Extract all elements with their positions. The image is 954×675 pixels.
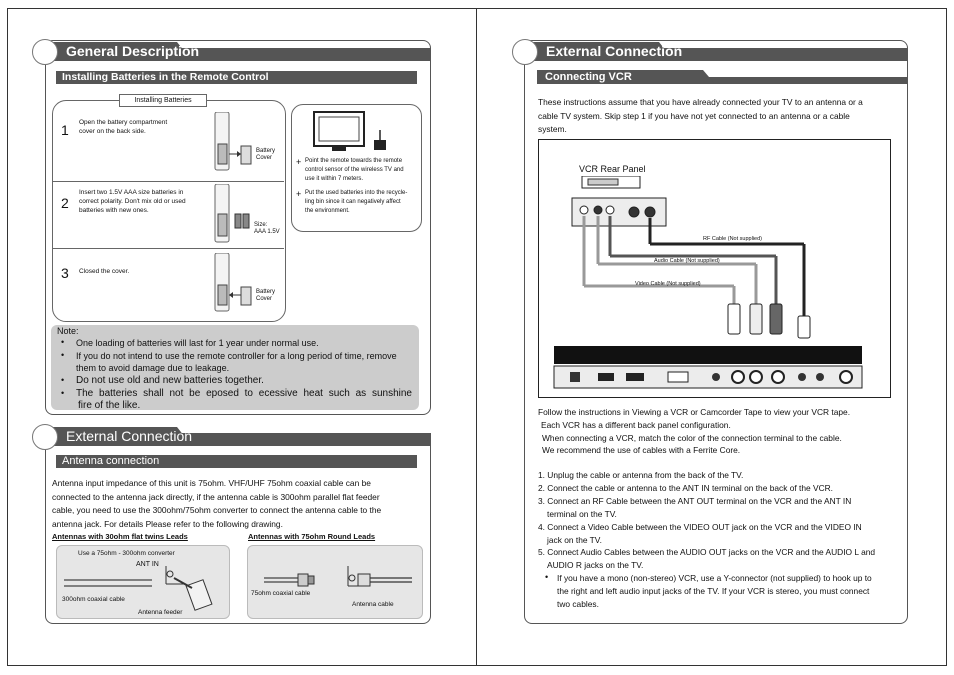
- vcr-wiring-drawing: [540, 176, 888, 394]
- connecting-vcr-heading: [537, 70, 907, 84]
- bullet-icon: •: [61, 337, 65, 347]
- remote-battery-close-icon: [213, 253, 276, 315]
- flat-twin-heading: Antennas with 30ohm flat twins Leads: [52, 532, 188, 541]
- step-text: Insert two 1.5V AAA size batteries in correct polarity. Don't mix old or used batteries with new ones.: [79, 189, 186, 214]
- step-number: 3: [61, 265, 69, 281]
- page-divider: [476, 8, 477, 665]
- section-circle-icon: [32, 39, 58, 65]
- battery-cover-label: Battery Cover: [256, 289, 276, 302]
- antenna-feeder-label: Antenna feeder: [138, 609, 183, 616]
- vcr-steps: 1. Unplug the cable or antenna from the back of the TV. 2. Connect the cable or antenna to the ANT IN terminal on the back of the VCR. 3. Connect an RF Cable between the ANT OUT terminal on the VCR and the ANT IN terminal on the TV. 4. Connect a Video Cable between the VIDEO OUT jack on the VCR and the VIDEO IN jack on the TV. 5. Connect Audio Cables between the AUDIO OUT jacks on the VCR and the AUDIO L and AUDIO R jacks on the TV.: [538, 470, 876, 571]
- section-circle-icon: [512, 39, 538, 65]
- external-connection-header: [42, 427, 431, 446]
- section-title: External Connection: [66, 428, 193, 444]
- step-divider: [53, 181, 284, 182]
- flat-cable-label: 300ohm coaxial cable: [62, 596, 125, 603]
- round-lead-heading: Antennas with 75ohm Round Leads: [248, 532, 376, 541]
- note-title: Note:: [57, 326, 79, 336]
- installing-batteries-title: Installing Batteries: [119, 94, 207, 107]
- vcr-label: VCR Rear Panel: [579, 164, 646, 174]
- coax-cable-label: 75ohm coaxial cable: [251, 590, 311, 597]
- bullet-icon: •: [61, 350, 65, 360]
- intro-paragraph: These instructions assume that you have already connected your TV to an antenna or a cable TV system. Skip step 1 if you have not yet connected to an antenna or a cable system.: [538, 97, 863, 134]
- right-external-connection-header: [522, 42, 908, 61]
- battery-cover-label: Battery Cover: [256, 148, 276, 161]
- step-text: Closed the cover.: [79, 268, 130, 275]
- note-item: The batteries shall not be eposed to ecessive heat such as sunshine: [76, 388, 412, 399]
- antenna-cable-label: Antenna cable: [352, 601, 394, 608]
- antenna-paragraph: Antenna input impedance of this unit is 75ohm. VHF/UHF 75ohm coaxial cable can be connected to the antenna jack directly, if the antenna cable is 300ohm parallel flat feeder cable, you need to use the 300ohm/75ohm converter to connect the antenna cable to the antenna jack. For details Please refer to the following drawing.: [52, 478, 382, 529]
- bullet-icon: •: [61, 375, 65, 385]
- tv-remote-icon: [310, 108, 410, 156]
- follow-paragraph: Follow the instructions in Viewing a VCR or Camcorder Tape to view your VCR tape. Each VCR has a different back panel configuration. When connecting a VCR, match the color of the connection terminal to the cable. We recommend the use of cables with a Ferrite Core.: [538, 407, 851, 456]
- converter-drawing: [62, 560, 222, 612]
- step-text: Open the battery compartment cover on the back side.: [79, 119, 168, 135]
- bullet-icon: •: [545, 572, 549, 582]
- note-item: them to avoid damage due to leakage.: [76, 363, 230, 373]
- step-divider: [53, 248, 284, 249]
- audio-cable-label: Audio Cable (Not supplied): [654, 258, 720, 264]
- step-number: 2: [61, 195, 69, 211]
- ant-in-label: ANT IN: [136, 561, 159, 568]
- remote-battery-insert-icon: [213, 184, 273, 246]
- sub-heading: Installing Batteries in the Remote Control: [56, 71, 417, 84]
- note-item: fire of the like.: [78, 400, 141, 411]
- note-item: If you do not intend to use the remote controller for a long period of time, remove: [76, 351, 397, 361]
- bullet-icon: •: [61, 388, 65, 398]
- note-item: Do not use old and new batteries together.: [76, 375, 264, 386]
- converter-label: Use a 75ohm - 300ohm converter: [78, 550, 175, 557]
- remote-battery-cover-icon: [213, 112, 276, 174]
- mono-vcr-note: If you have a mono (non-stereo) VCR, use a Y-connector (not supplied) to hook up to the right and left audio input jacks of the TV. If your VCR is stereo, you must connect two cables.: [557, 573, 872, 609]
- sub-title: Connecting VCR: [545, 71, 632, 83]
- note-item: One loading of batteries will last for 1 year under normal use.: [76, 338, 319, 348]
- step-number: 1: [61, 122, 69, 138]
- section-title: External Connection: [546, 43, 683, 59]
- battery-size-label: Size: AAA 1.5V: [254, 222, 280, 235]
- video-cable-label: Video Cable (Not supplied): [635, 281, 701, 287]
- rf-cable-label: RF Cable (Not supplied): [703, 236, 762, 242]
- section-circle-icon: [32, 424, 58, 450]
- section-title: General Description: [66, 43, 200, 59]
- general-description-header: [42, 42, 431, 61]
- sub-heading: Antenna connection: [56, 455, 417, 468]
